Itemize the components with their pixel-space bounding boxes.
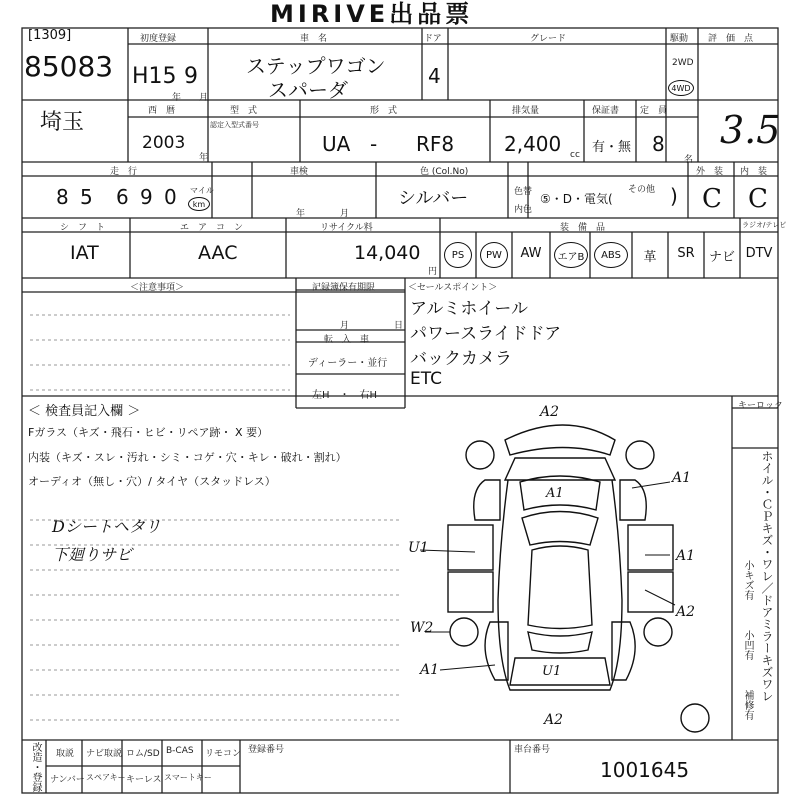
footer-navi-manual: ナビ取説 <box>86 749 123 759</box>
page-title: MIRIVE出品票 <box>270 0 474 28</box>
serial-value: 1001645 <box>600 758 690 782</box>
exterior-grade: C <box>702 184 722 214</box>
car-name-line2: スパーダ <box>268 78 348 102</box>
equipment-ps: PS <box>444 242 472 268</box>
keylock-small-dent: 小凹有 <box>742 630 753 660</box>
handwritten-note-1: Dシートヘタリ <box>52 517 161 536</box>
mileage-unit-mile: マイル <box>190 186 214 195</box>
capacity-unit: 名 <box>684 155 694 165</box>
damage-mark-hood: A1 <box>546 486 564 501</box>
equipment-aw: AW <box>520 246 542 261</box>
equipment-airbag: エアB <box>554 242 588 268</box>
keylock-small-scratch: 小キズ有 <box>742 560 753 600</box>
mileage-digit-2: 5 <box>80 185 93 209</box>
records-handle: 左H ・ 右H <box>312 390 378 401</box>
damage-mark-left-rear: W2 <box>410 620 434 636</box>
damage-mark-rear: U1 <box>542 664 562 679</box>
keylock-repair: 補修有 <box>742 690 753 720</box>
year-label: 西 暦 <box>148 106 176 116</box>
sale-point-3: バックカメラ <box>410 349 512 369</box>
keylock-label: キーロック <box>738 401 783 411</box>
inspector-note-audio: オーディオ（無し・穴）/ タイヤ（スタッドレス） <box>28 475 276 488</box>
sale-point-2: パワースライドドア <box>410 324 562 344</box>
warranty-label: 保証書 <box>592 106 620 116</box>
damage-mark-rear-bumper: A2 <box>544 712 564 728</box>
shift-label: シ フ ト <box>60 223 106 233</box>
damage-mark-right-fender: A1 <box>672 470 692 486</box>
year-value: 2003 <box>142 133 186 153</box>
mileage-digit-3: 6 <box>116 185 129 209</box>
shaken-label: 車検 <box>290 167 309 177</box>
notes-label: ＜注意事項＞ <box>130 283 185 293</box>
serial-label: 車台番号 <box>514 745 551 755</box>
doors-label: ドア <box>424 34 442 44</box>
equipment-navi: ナビ <box>708 250 735 265</box>
equipment-label: 装 備 品 <box>560 223 606 233</box>
equipment-sr: SR <box>677 246 695 261</box>
car-name-line1: ステップワゴン <box>246 54 386 78</box>
first-reg-label: 初度登録 <box>140 34 177 44</box>
damage-mark-left-door: U1 <box>408 540 429 556</box>
score-label: 評 価 点 <box>708 34 754 44</box>
shaken-year: 年 <box>296 209 306 219</box>
equipment-pw: PW <box>480 242 508 268</box>
keylock-damage-text: ホイル・ＣＰキズ・ワレ／ドアミラーキズワレ <box>760 450 774 702</box>
records-transfer: 転 入 車 <box>324 335 370 345</box>
inspector-label: ＜ 検査員記入欄 ＞ <box>28 404 141 419</box>
damage-mark-right-rear: A2 <box>676 604 696 620</box>
reg-no-label: 登録番号 <box>248 745 285 755</box>
damage-mark-left-quarter: A1 <box>420 662 440 678</box>
sale-point-4: ETC <box>410 369 442 389</box>
color-close: ) <box>670 184 678 208</box>
inspector-note-interior: 内装（キズ・スレ・汚れ・シミ・コゲ・穴・キレ・破れ・割れ） <box>28 451 347 464</box>
car-diagram <box>400 400 730 740</box>
grade-label: グレード <box>530 34 567 44</box>
drive-4wd: 4WD <box>668 80 694 96</box>
color-change-options: ⑤・D・電気( <box>540 192 613 206</box>
model-sub-label: 認定入型式番号 <box>210 121 259 129</box>
aircon-label: エ ア コ ン <box>180 223 244 233</box>
model-dash: - <box>370 132 378 156</box>
model-prefix: UA <box>322 132 351 156</box>
year-suffix: 年 <box>199 153 209 163</box>
mileage-digit-5: 0 <box>164 185 177 209</box>
mileage-label: 走 行 <box>110 167 138 177</box>
mileage-digit-1: 8 <box>56 185 69 209</box>
shaken-month: 月 <box>340 209 350 219</box>
footer-smart-key: スマートキー <box>164 773 212 782</box>
exterior-label: 外 装 <box>696 167 724 177</box>
displacement-value: 2,400 <box>504 132 562 156</box>
footer-keyless: キーレス <box>126 775 162 785</box>
cc-unit: cc <box>570 150 580 160</box>
equipment-abs: ABS <box>594 242 628 268</box>
inspector-note-glass: Fガラス（キズ・飛石・ヒビ・リペア跡・ X 要） <box>28 426 269 439</box>
footer-manual: 取説 <box>56 749 75 759</box>
drive-label: 駆動 <box>670 34 689 44</box>
inner-color-label: 内色 <box>514 205 533 215</box>
color-change-label: 色替 <box>514 187 533 197</box>
displacement-label: 排気量 <box>512 106 540 116</box>
model-label: 型 式 <box>230 106 258 116</box>
recycle-value: 14,040 <box>354 242 421 264</box>
capacity-value: 8 <box>652 132 665 156</box>
score-value: 3.5 <box>720 108 781 152</box>
handwritten-note-2: 下廻りサビ <box>52 545 133 564</box>
sale-point-1: アルミホイール <box>410 299 528 319</box>
doors-value: 4 <box>428 64 441 88</box>
lot-number: 85083 <box>24 50 114 83</box>
color-label: 色 (Col.No) <box>420 167 469 177</box>
recycle-unit: 円 <box>428 267 438 277</box>
recycle-label: リサイクル料 <box>320 223 373 233</box>
interior-label: 内 装 <box>740 167 768 177</box>
prefecture: 埼玉 <box>40 110 85 135</box>
records-day: 日 <box>394 321 404 331</box>
sale-points-label: ＜セールスポイント＞ <box>408 283 498 293</box>
first-reg-era: H15 <box>132 64 177 89</box>
mileage-unit-km: km <box>188 197 210 211</box>
footer-remote: リモコン <box>205 749 242 759</box>
footer-bcas: B-CAS <box>166 746 194 756</box>
footer-number: ナンバー <box>50 775 85 785</box>
color-other: その他 <box>628 185 656 195</box>
drive-2wd: 2WD <box>672 58 694 68</box>
capacity-label: 定 員 <box>640 106 668 116</box>
interior-grade: C <box>748 184 768 214</box>
color-name: シルバー <box>398 188 469 209</box>
aircon-value: AAC <box>198 242 238 264</box>
footer-rom: ロム/SD <box>126 749 160 759</box>
equipment-leather: 革 <box>643 250 657 265</box>
mileage-digit-4: 9 <box>140 185 153 209</box>
shift-value: IAT <box>70 242 99 264</box>
damage-mark-right-door: A1 <box>676 548 696 564</box>
model-code: RF8 <box>416 132 455 156</box>
records-dealer: ディーラー・並行 <box>308 358 388 369</box>
equipment-dtv: DTV <box>745 246 773 261</box>
damage-mark-front-bumper: A2 <box>540 404 560 420</box>
recorded-label: 記録簿保有期限 <box>312 283 376 293</box>
footer-doc-vertical: 改造・登録 <box>30 742 41 792</box>
footer-spare-key: スペアキー <box>86 773 126 782</box>
lot-bracket: [1309] <box>28 28 72 43</box>
year-unit: 年 <box>172 93 182 103</box>
first-reg-month: 9 <box>184 64 198 89</box>
car-name-label: 車 名 <box>300 34 328 44</box>
equipment-top-label: ラジオ/テレビ <box>742 221 787 229</box>
warranty-value: 有・無 <box>592 140 632 155</box>
month-unit: 月 <box>199 93 209 103</box>
records-month: 月 <box>340 321 350 331</box>
body-type-label: 形 式 <box>370 106 398 116</box>
